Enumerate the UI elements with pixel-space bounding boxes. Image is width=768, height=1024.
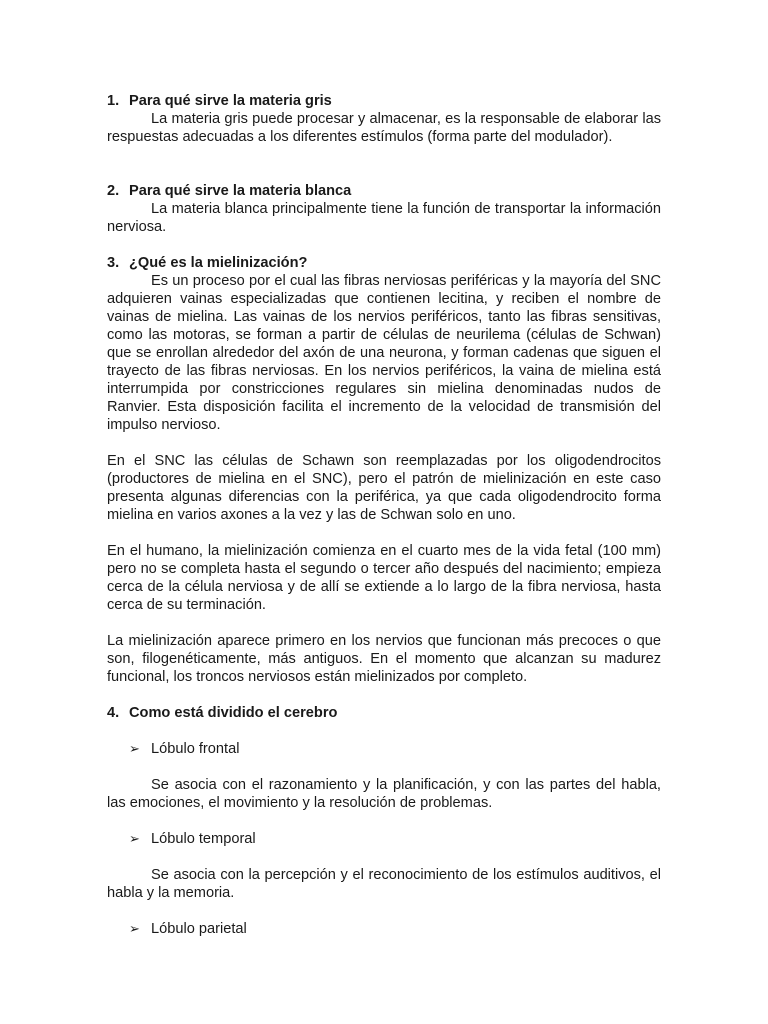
lobe-name: Lóbulo parietal — [151, 921, 247, 937]
section-number: 3. — [107, 255, 120, 271]
section-number: 4. — [107, 705, 120, 721]
section-title: ¿Qué es la mielinización? — [129, 255, 308, 271]
section-number: 2. — [107, 183, 120, 199]
paragraph: Se asocia con el razonamiento y la planificación, y con las partes del habla, las emociones, el movimiento y la resolución de problemas. — [107, 777, 661, 811]
section-title: Para qué sirve la materia blanca — [129, 183, 352, 199]
paragraph: En el humano, la mielinización comienza en el cuarto mes de la vida fetal (100 mm) pero no se completa hasta el segundo o tercer año después del nacimiento; empieza cerca de la célula nerviosa y de allí se extiende a lo largo de la fibra nerviosa, hasta cerca de su terminación. — [107, 543, 661, 613]
section-2-heading — [107, 182, 661, 200]
arrow-bullet-icon: ➢ — [129, 921, 140, 936]
section-title: Como está dividido el cerebro — [129, 705, 338, 721]
section-number: 1. — [107, 93, 120, 109]
list-item — [129, 830, 661, 848]
list-item — [129, 920, 661, 938]
section-4-heading — [107, 704, 661, 722]
paragraph: La mielinización aparece primero en los nervios que funcionan más precoces o que son, filogenéticamente, más antiguos. En el momento que alcanzan su madurez funcional, los troncos nerviosos están mielinizados por completo. — [107, 633, 661, 685]
arrow-bullet-icon: ➢ — [129, 741, 140, 756]
paragraph: Se asocia con la percepción y el reconocimiento de los estímulos auditivos, el habla y la memoria. — [107, 867, 661, 901]
arrow-bullet-icon: ➢ — [129, 831, 140, 846]
paragraph: En el SNC las células de Schawn son reemplazadas por los oligodendrocitos (productores de mielina en el SNC), pero el patrón de mielinización en este caso presenta algunas diferencias con la periférica, ya que cada oligodendrocito forma mielina en varios axones a la vez y las de Schwan solo en uno. — [107, 453, 661, 523]
section-3-heading — [107, 254, 661, 272]
paragraph: La materia blanca principalmente tiene la función de transportar la información nerviosa. — [107, 201, 661, 235]
lobe-name: Lóbulo temporal — [151, 831, 256, 847]
section-1-heading — [107, 92, 661, 110]
paragraph: La materia gris puede procesar y almacenar, es la responsable de elaborar las respuestas adecuadas a los diferentes estímulos (forma parte del modulador). — [107, 111, 661, 145]
section-title: Para qué sirve la materia gris — [129, 93, 332, 109]
list-item — [129, 740, 661, 758]
lobe-name: Lóbulo frontal — [151, 741, 240, 757]
paragraph: Es un proceso por el cual las fibras nerviosas periféricas y la mayoría del SNC adquieren vainas especializadas que contienen lecitina, y reciben el nombre de vainas de mielina. Las vainas de los nervios periféricos, tanto las fibras sensitivas, como las motoras, se forman a partir de células de neurilema (células de Schwan) que se enrollan alrededor del axón de una neurona, y forman cadenas que siguen el trayecto de las fibras nerviosas. En los nervios periféricos, la vaina de mielina está interrumpida por constricciones regulares sin mielina denominadas nudos de Ranvier. Esta disposición facilita el incremento de la velocidad de transmisión del impulso nervioso. — [107, 273, 661, 433]
document-page — [107, 92, 661, 938]
